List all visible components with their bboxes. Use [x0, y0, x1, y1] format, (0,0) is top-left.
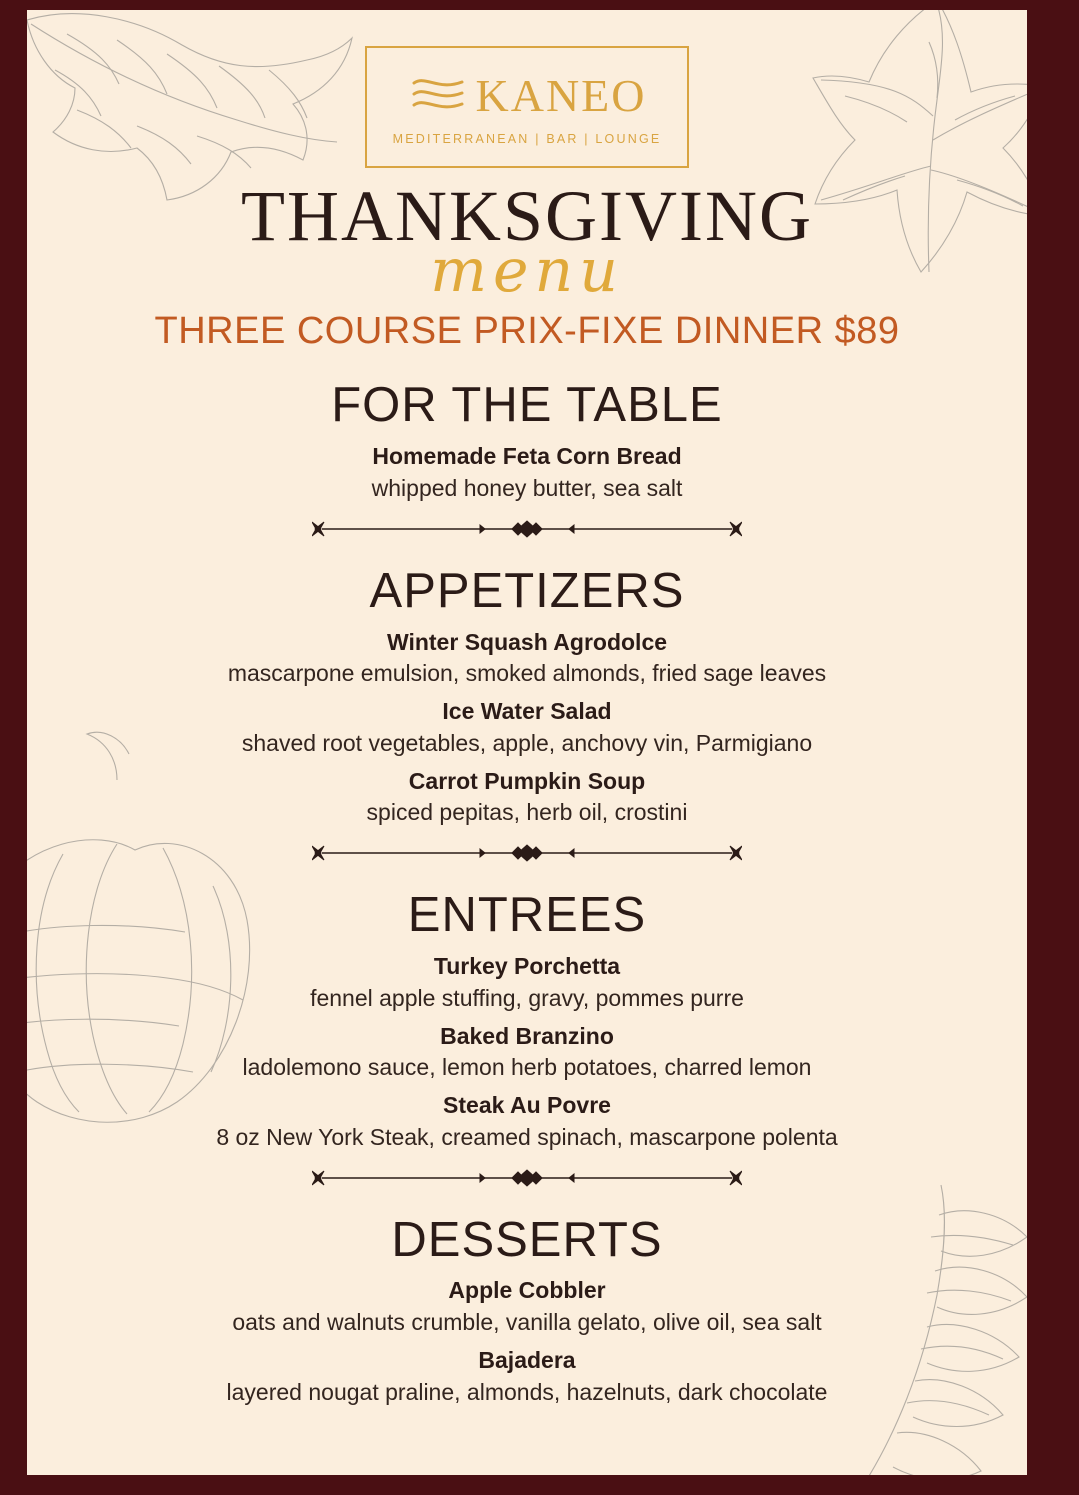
menu-item-desc: fennel apple stuffing, gravy, pommes purre: [310, 984, 744, 1011]
prix-fixe-line: THREE COURSE PRIX-FIXE DINNER $89: [154, 310, 900, 353]
menu-item-name: Turkey Porchetta: [433, 953, 621, 980]
menu-item-desc: 8 oz New York Steak, creamed spinach, mascarpone polenta: [216, 1123, 838, 1150]
menu-paper: [27, 10, 1027, 1475]
section-divider: [312, 1168, 742, 1188]
section-title: APPETIZERS: [369, 563, 685, 618]
menu-section: [27, 565, 1027, 827]
brand-tagline: MEDITERRANEAN | BAR | LOUNGE: [392, 131, 662, 146]
menu-item-name: Bajadera: [478, 1346, 576, 1373]
menu-item: [27, 952, 1027, 1013]
page-title: THANKSGIVING: [241, 176, 813, 256]
menu-item-desc: ladolemono sauce, lemon herb potatoes, charred lemon: [242, 1054, 812, 1081]
menu-item-name: Steak Au Povre: [443, 1092, 611, 1119]
menu-item: [27, 628, 1027, 689]
menu-item-name: Winter Squash Agrodolce: [386, 628, 668, 655]
menu-item-name: Homemade Feta Corn Bread: [372, 443, 682, 470]
page-subtitle-script: menu: [430, 236, 624, 307]
menu-item: [27, 1346, 1027, 1407]
menu-section: [27, 889, 1027, 1151]
menu-item-desc: oats and walnuts crumble, vanilla gelato, olive oil, sea salt: [232, 1309, 822, 1336]
menu-item: [27, 1276, 1027, 1337]
menu-item: [27, 767, 1027, 828]
menu-item: [27, 1091, 1027, 1152]
menu-item: [27, 1022, 1027, 1083]
menu-item-desc: shaved root vegetables, apple, anchovy vin, Parmigiano: [241, 729, 813, 756]
menu-section: [27, 1214, 1027, 1407]
menu-section: [27, 379, 1027, 502]
menu-item-name: Apple Cobbler: [448, 1277, 606, 1304]
menu-item-desc: spiced pepitas, herb oil, crostini: [366, 799, 688, 826]
section-title: DESSERTS: [391, 1212, 663, 1267]
menu-item-name: Carrot Pumpkin Soup: [408, 767, 646, 794]
menu-item-desc: whipped honey butter, sea salt: [371, 475, 683, 502]
brand-name: KANEO: [475, 70, 647, 121]
section-title: FOR THE TABLE: [331, 378, 723, 433]
section-divider: [312, 519, 742, 539]
menu-item-desc: layered nougat praline, almonds, hazelnuts, dark chocolate: [226, 1378, 828, 1405]
menu-item-name: Ice Water Salad: [442, 698, 612, 725]
menu-item: [27, 442, 1027, 503]
menu-item: [27, 697, 1027, 758]
section-divider: [312, 843, 742, 863]
menu-item-desc: mascarpone emulsion, smoked almonds, fried sage leaves: [227, 660, 827, 687]
menu-item-name: Baked Branzino: [440, 1022, 614, 1049]
section-title: ENTREES: [407, 888, 647, 943]
